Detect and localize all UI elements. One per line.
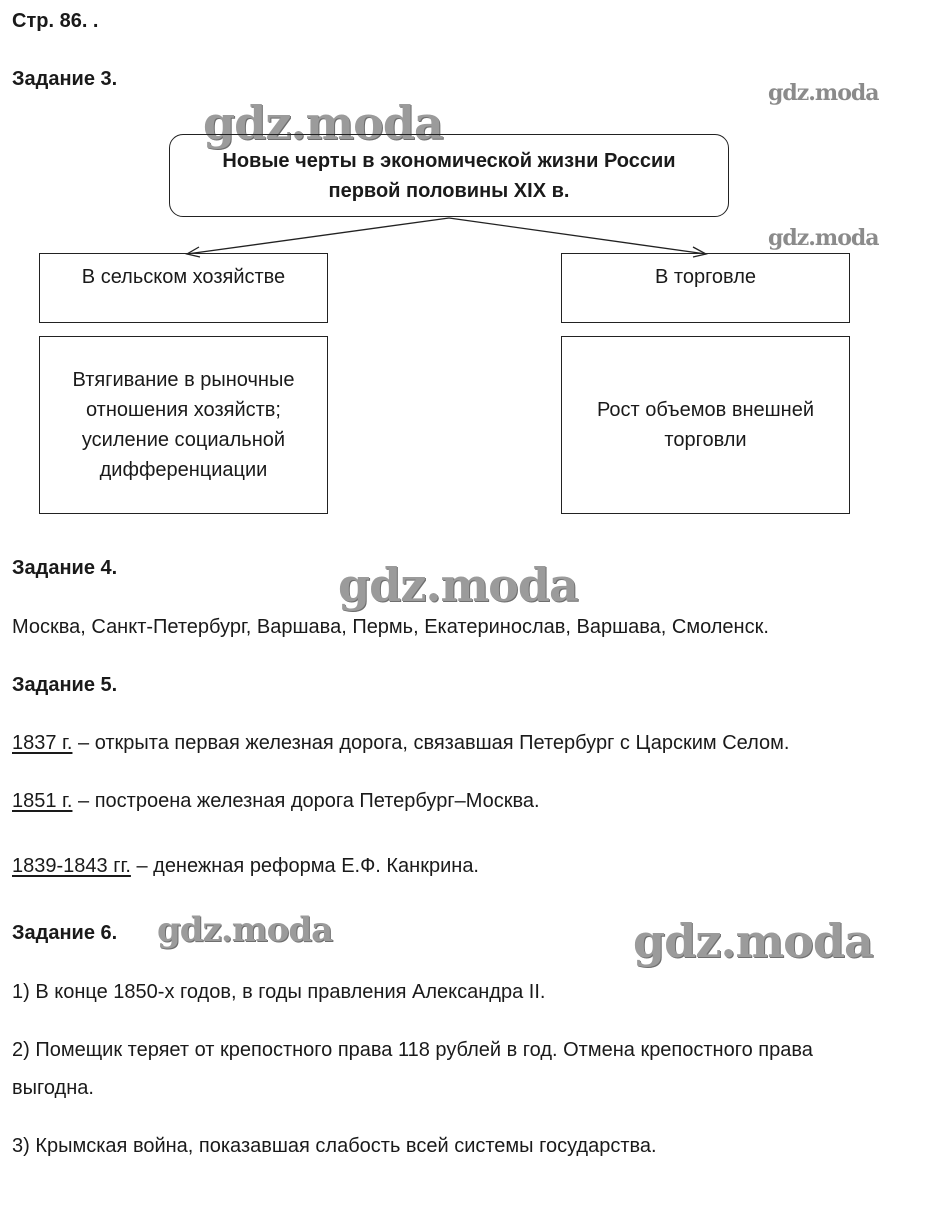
task5-date: 1839-1843 гг. (12, 855, 131, 877)
task5-text: – построена железная дорога Петербург–Москва. (72, 790, 540, 812)
trade-line: торговли (664, 429, 747, 451)
task5-text: – открыта первая железная дорога, связавшая Петербург с Царским Селом. (72, 732, 790, 754)
trade-label: В торговле (654, 266, 756, 288)
watermark-logo: gdz.moda (157, 910, 333, 950)
trade-line: Рост объемов внешней (596, 399, 815, 421)
page-number: Стр. 86. . (12, 10, 99, 32)
agriculture-line: усиление социальной (81, 429, 286, 451)
diagram-title-line2: первой половины XIX в. (328, 179, 570, 202)
task5-item (12, 855, 479, 878)
arrow-right (449, 218, 706, 254)
task5-date: 1851 г. (12, 790, 73, 812)
diagram-arrows (0, 0, 947, 260)
task5-date: 1837 г. (12, 732, 73, 754)
agriculture-line: дифференциации (99, 459, 268, 481)
watermark-logo: gdz.moda (768, 80, 879, 106)
task4-text: Москва, Санкт-Петербург, Варшава, Пермь, Екатеринослав, Варшава, Смоленск. (12, 616, 769, 638)
task3-heading: Задание 3. (12, 68, 118, 90)
agriculture-line: Втягивание в рыночные (72, 369, 295, 391)
agriculture-label-box (39, 253, 328, 323)
watermark-logo: gdz.moda (633, 914, 873, 968)
watermark-logo: gdz.moda (338, 558, 578, 612)
watermark-logo: gdz.moda (203, 96, 443, 150)
task6-line: выгодна. (12, 1077, 94, 1099)
task5-heading: Задание 5. (12, 674, 118, 696)
task4-heading: Задание 4. (12, 557, 118, 579)
task5-text: – денежная реформа Е.Ф. Канкрина. (130, 855, 479, 877)
agriculture-line: отношения хозяйств; (86, 399, 281, 421)
agriculture-content-box (39, 336, 328, 514)
agriculture-label: В сельском хозяйстве (81, 266, 286, 288)
task6-line: 2) Помещик теряет от крепостного права 118 рублей в год. Отмена крепостного права (12, 1039, 813, 1061)
diagram-title-line1: Новые черты в экономической жизни России (222, 149, 676, 172)
task5-item (12, 732, 789, 755)
task6-line: 1) В конце 1850-х годов, в годы правления Александра II. (12, 981, 546, 1003)
trade-content-box (561, 336, 850, 514)
task6-line: 3) Крымская война, показавшая слабость всей системы государства. (12, 1135, 657, 1157)
watermark-logo: gdz.moda (768, 225, 879, 251)
trade-label-box (561, 253, 850, 323)
arrow-left (187, 218, 449, 254)
task5-item (12, 790, 540, 813)
task6-heading: Задание 6. (12, 922, 118, 944)
